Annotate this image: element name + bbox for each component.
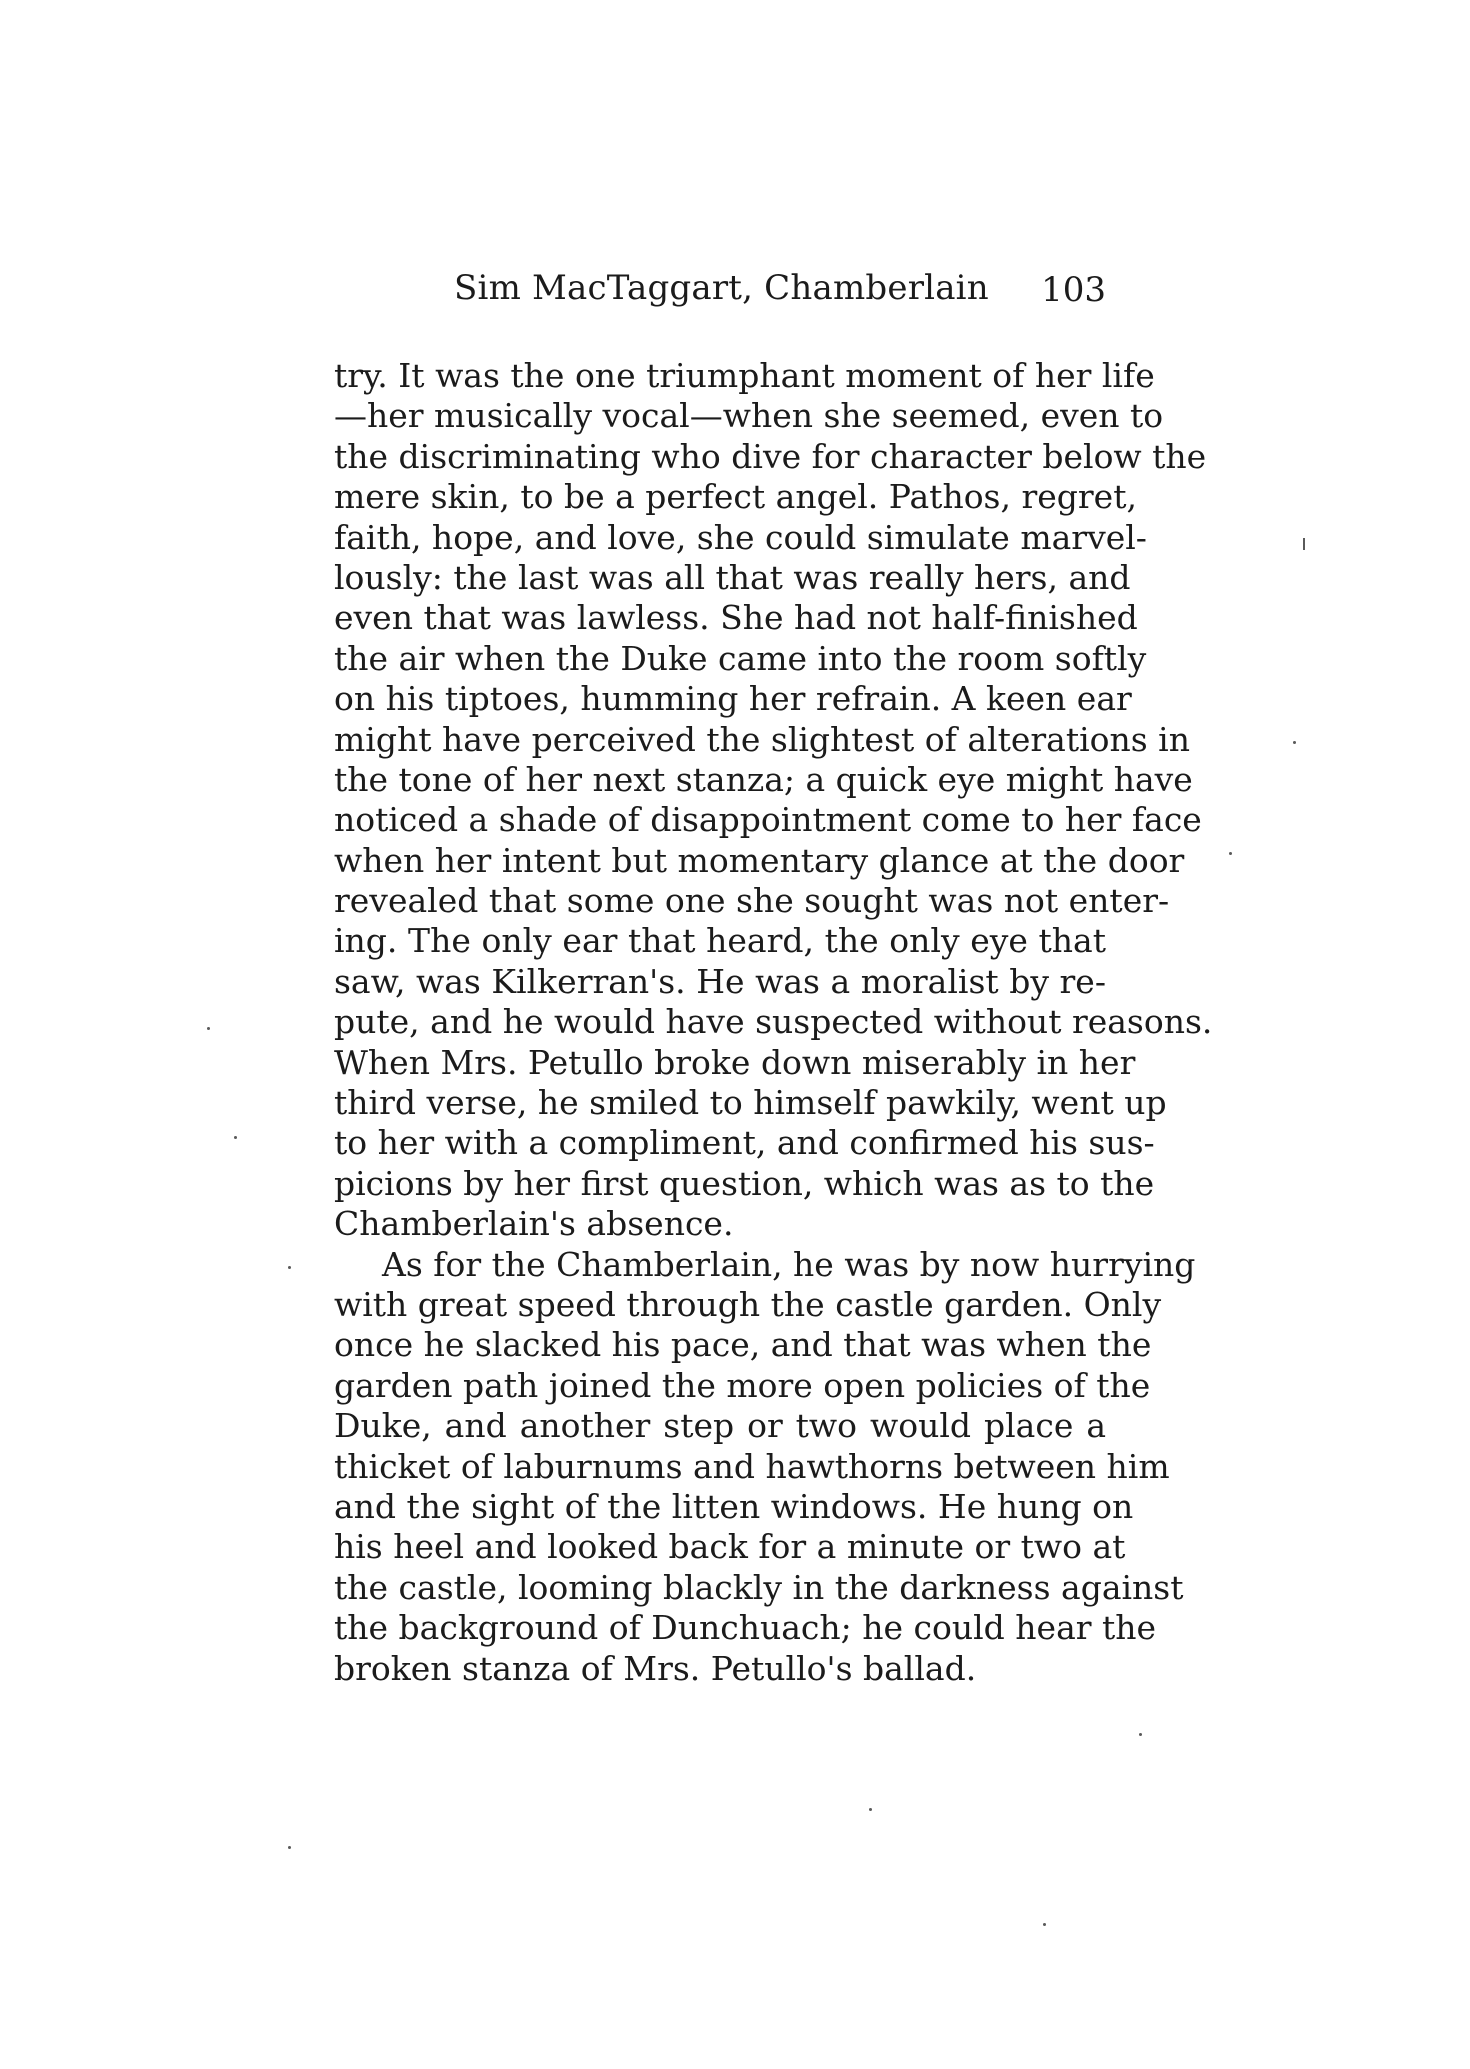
text-line: the background of Dunchuach; he could hear the [334, 1608, 1157, 1648]
body-text [334, 356, 1213, 1689]
text-line: might have perceived the slightest of alterations in [334, 719, 1190, 759]
scan-speck [288, 1266, 291, 1269]
text-line: revealed that some one she sought was not enter- [334, 881, 1170, 921]
paragraph-start-line: As for the Chamberlain, he was by now hurrying [382, 1244, 1196, 1284]
text-line: once he slacked his pace, and that was when the [334, 1325, 1152, 1365]
scan-speck [288, 1846, 291, 1849]
scan-speck [1293, 741, 1296, 744]
text-line: mere skin, to be a perfect angel. Pathos, regret, [334, 477, 1137, 517]
text-line: saw, was Kilkerran's. He was a moralist by re- [334, 961, 1106, 1001]
text-line: his heel and looked back for a minute or two at [334, 1527, 1126, 1567]
running-head [334, 264, 1106, 312]
page-number: 103 [1041, 270, 1106, 310]
text-line: the discriminating who dive for character below the [334, 436, 1207, 476]
text-line: with great speed through the castle garden. Only [334, 1284, 1162, 1324]
text-line: try. It was the one triumphant moment of her life [334, 356, 1155, 395]
scan-speck [1139, 1733, 1142, 1736]
text-line: noticed a shade of disappointment come to her face [334, 800, 1202, 840]
text-line: picions by her first question, which was as to the [334, 1163, 1155, 1203]
text-line: to her with a compliment, and confirmed his sus- [334, 1123, 1155, 1163]
scan-speck [234, 1136, 237, 1139]
text-line: on his tiptoes, humming her refrain. A keen ear [334, 679, 1132, 719]
text-line: Duke, and another step or two would place a [334, 1406, 1106, 1446]
text-line: —her musically vocal—when she seemed, even to [334, 396, 1164, 436]
text-line: When Mrs. Petullo broke down miserably in her [334, 1042, 1136, 1082]
text-line: when her intent but momentary glance at the door [334, 840, 1185, 880]
scan-speck [869, 1808, 872, 1811]
text-line: the air when the Duke came into the room softly [334, 638, 1147, 678]
text-line: thicket of laburnums and hawthorns between him [334, 1446, 1170, 1486]
text-line: third verse, he smiled to himself pawkily, went up [334, 1083, 1167, 1123]
paragraph-end-line: broken stanza of Mrs. Petullo's ballad. [334, 1648, 977, 1688]
text-line: faith, hope, and love, she could simulate marvel- [334, 517, 1147, 557]
text-line: and the sight of the litten windows. He hung on [334, 1486, 1134, 1526]
text-line: ing. The only ear that heard, the only eye that [334, 921, 1106, 961]
running-title: Sim MacTaggart, Chamberlain [454, 268, 989, 308]
text-line: the tone of her next stanza; a quick eye might have [334, 759, 1193, 799]
text-line: lously: the last was all that was really hers, and [334, 557, 1131, 597]
text-line: even that was lawless. She had not half-finished [334, 598, 1138, 638]
scan-speck [1229, 852, 1232, 855]
text-line: pute, and he would have suspected without reasons. [334, 1002, 1213, 1042]
scan-speck [1043, 1923, 1046, 1926]
scan-speck [1303, 538, 1305, 550]
scan-speck [207, 1027, 210, 1030]
paragraph-end-line: Chamberlain's absence. [334, 1204, 734, 1244]
text-line: garden path joined the more open policies of the [334, 1365, 1151, 1405]
text-line: the castle, looming blackly in the darkness against [334, 1567, 1184, 1607]
